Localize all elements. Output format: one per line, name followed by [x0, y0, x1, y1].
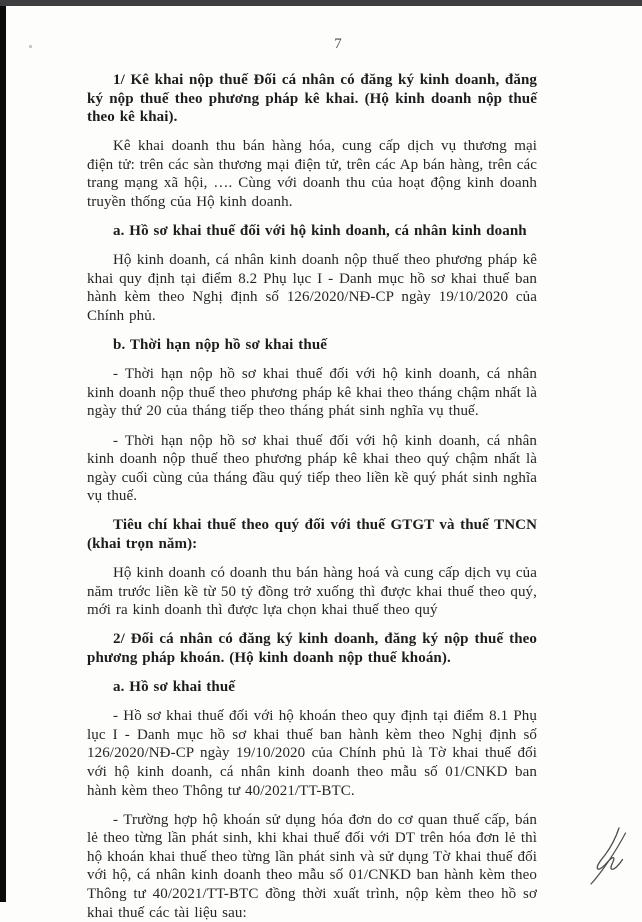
quarterly-criteria-paragraph: Hộ kinh doanh có doanh thu bán hàng hoá và cung cấp dịch vụ của năm trước liền kề từ 50 tỷ đồng trở xuống thì được khai thuế theo quý, mới ra kinh doanh thì được lựa chọn khai thuế theo quý: [87, 565, 537, 619]
section-2-heading: 2/ Đối cá nhân có đăng ký kinh doanh, đăng ký nộp thuế theo phương pháp khoán. (Hộ kinh doanh nộp thuế khoán).: [87, 631, 537, 666]
monthly-deadline-paragraph: - Thời hạn nộp hồ sơ khai thuế đối với hộ kinh doanh, cá nhân kinh doanh nộp thuế theo phương pháp kê khai theo tháng chậm nhất là ngày thứ 20 của tháng tiếp theo tháng phát sinh nghĩa vụ thuế.: [87, 366, 537, 420]
subsection-a2-heading: a. Hồ sơ khai thuế: [113, 679, 236, 696]
khoan-dossier-paragraph: - Hồ sơ khai thuế đối với hộ khoán theo quy định tại điểm 8.1 Phụ lục I - Danh mục hồ sơ khai thuế ban hành kèm theo Nghị định số 126/2020/NĐ-CP ngày 19/10/2020 của Chính phủ là Tờ khai thuế đối với hộ kinh doanh, cá nhân kinh doanh theo mẫu số 01/CNKD ban hành kèm theo Thông tư 40/2021/TT-BTC.: [87, 708, 537, 799]
document-page: [6, 6, 642, 921]
subsection-a1-paragraph: Hộ kinh doanh, cá nhân kinh doanh nộp thuế theo phương pháp kê khai quy định tại điểm 8.2 Phụ lục I - Danh mục hồ sơ khai thuế ban hành kèm theo Nghị định số 126/2020/NĐ-CP ngày 19/10/2020 của Chính phủ.: [87, 252, 537, 325]
khoan-invoice-paragraph: - Trường hợp hộ khoán sử dụng hóa đơn do cơ quan thuế cấp, bán lẻ theo từng lần phát sinh, khi khai thuế đối với DT trên hóa đơn lẻ thì hộ khoán khai thuế theo từng lần phát sinh và sử dụng Tờ khai thuế đối với hộ, cá nhân kinh doanh theo mẫu số 01/CNKD ban hành kèm theo Thông tư 40/2021/TT-BTC đồng thời xuất trình, nộp kèm theo hồ sơ khai thuế các tài liệu sau:: [87, 811, 537, 921]
quarterly-criteria-heading: Tiêu chí khai thuế theo quý đối với thuế GTGT và thuế TNCN (khai trọn năm):: [87, 517, 537, 552]
section-1-heading: 1/ Kê khai nộp thuế Đối cá nhân có đăng ký kinh doanh, đăng ký nộp thuế theo phương pháp kê khai. (Hộ kinh doanh nộp thuế theo kê khai).: [87, 72, 537, 126]
handwritten-signature-icon: [585, 826, 631, 888]
quarterly-deadline-paragraph: - Thời hạn nộp hồ sơ khai thuế đối với hộ kinh doanh, cá nhân kinh doanh nộp thuế theo phương pháp kê khai theo quý chậm nhất là ngày cuối cùng của tháng đầu quý tiếp theo liền kề quý phát sinh nghĩa vụ thuế.: [87, 432, 537, 505]
section-1-intro-paragraph: Kê khai doanh thu bán hàng hóa, cung cấp dịch vụ thương mại điện tử: trên các sàn thương mại điện tử, trên các Ap bán hàng, trên các trang mạng xã hội, …. Cùng với doanh thu của hoạt động kinh doanh truyền thống của Hộ kinh doanh.: [87, 138, 537, 211]
page-number: 7: [334, 36, 342, 52]
subsection-a1-heading: a. Hồ sơ khai thuế đối với hộ kinh doanh, cá nhân kinh doanh: [113, 223, 527, 240]
subsection-b1-heading: b. Thời hạn nộp hồ sơ khai thuế: [113, 337, 328, 354]
